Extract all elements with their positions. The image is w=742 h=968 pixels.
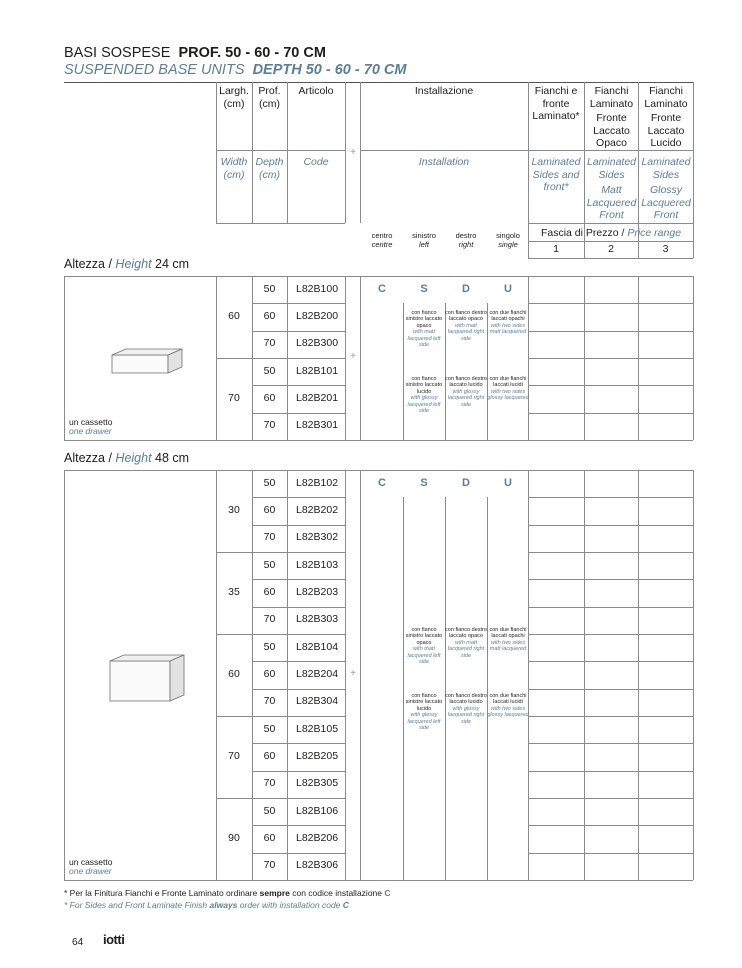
width-value: 60	[228, 309, 240, 322]
depth-value: 70	[263, 695, 276, 708]
price-col-3: 3	[662, 243, 669, 255]
depth-value: 60	[263, 749, 276, 762]
width-value: 35	[228, 585, 240, 598]
header-install-en: Installation	[418, 156, 470, 168]
header-col2-b: Fronte Laccato Opaco	[593, 112, 630, 149]
article-code: L82B105	[296, 722, 339, 735]
install-c: C	[378, 476, 386, 489]
article-code: L82B104	[296, 640, 339, 653]
header-col2-en-a: Laminated Sides	[586, 156, 637, 181]
footnote-it: * Per la Finitura Fianchi e Fronte Laminato ordinare sempre con codice installazione C	[64, 888, 391, 898]
article-code: L82B303	[296, 613, 339, 626]
header-plus: +	[350, 147, 356, 158]
depth-value: 50	[263, 476, 276, 489]
section1-heading: Altezza / Height 24 cm	[64, 257, 190, 271]
desc-d-matt: con fianco destro laccato opaco with matt lacquered right side	[445, 626, 487, 659]
header-code: Articolo	[298, 85, 334, 97]
drawer-caption: un cassetto one drawer	[69, 856, 113, 877]
article-code: L82B206	[296, 831, 339, 844]
drawer-unit-image	[85, 339, 195, 377]
header-code-en: Code	[303, 156, 329, 168]
label-singolo: singolo single	[496, 231, 520, 249]
depth-value: 70	[263, 777, 276, 790]
article-code: L82B302	[296, 531, 339, 544]
width-value: 60	[228, 667, 240, 680]
depth-value: 60	[263, 667, 276, 680]
article-code: L82B204	[296, 667, 339, 680]
label-centro: centro centre	[371, 231, 393, 249]
page-number: 64	[72, 937, 84, 948]
label-sinistro: sinistro left	[412, 231, 436, 249]
depth-value: 70	[263, 337, 276, 350]
desc-u-matt: con due fianchi laccati opachi with two sides matt lacquered	[489, 309, 527, 336]
page-subtitle: SUSPENDED BASE UNITS DEPTH 50 - 60 - 70 CM	[64, 62, 407, 78]
install-s: S	[420, 476, 428, 489]
depth-value: 70	[263, 419, 276, 432]
install-s: S	[420, 282, 428, 295]
article-code: L82B102	[296, 476, 339, 489]
depth-value: 70	[263, 613, 276, 626]
install-plus: +	[350, 667, 356, 679]
depth-value: 60	[263, 585, 276, 598]
article-code: L82B202	[296, 503, 339, 516]
header-width: Largh. (cm)	[219, 85, 249, 110]
section2-heading: Altezza / Height 48 cm	[64, 451, 190, 465]
header-width-en: Width (cm)	[220, 156, 248, 181]
width-value: 90	[228, 831, 240, 844]
depth-value: 70	[263, 531, 276, 544]
article-code: L82B101	[296, 364, 339, 377]
depth-value: 60	[263, 831, 276, 844]
depth-value: 50	[263, 282, 276, 295]
depth-value: 50	[263, 722, 276, 735]
header-col3-en-b: Glossy Lacquered Front	[641, 184, 691, 221]
header-col1-en: Laminated Sides and front*	[531, 156, 581, 193]
drawer-unit-image	[85, 645, 195, 705]
desc-d-matt: con fianco destro laccato opaco with matt lacquered right side	[445, 309, 487, 342]
desc-d-gloss: con fianco destro laccato lucido with glossy lacquered right side	[445, 375, 487, 408]
footnote-en: * For Sides and Front Laminate Finish always order with installation code C	[64, 900, 349, 910]
label-destro: destro right	[455, 231, 477, 249]
depth-value: 50	[263, 364, 276, 377]
desc-s-matt: con fianco sinistro laccato opaco with matt lacquered left side	[405, 309, 443, 349]
article-code: L82B200	[296, 309, 339, 322]
price-col-2: 2	[608, 243, 614, 255]
desc-d-gloss: con fianco destro laccato lucido with glossy lacquered right side	[445, 692, 487, 725]
header-col3-en-a: Laminated Sides	[641, 156, 691, 181]
article-code: L82B306	[296, 859, 339, 872]
install-u: U	[504, 476, 512, 489]
depth-value: 60	[263, 309, 276, 322]
desc-u-gloss: con due fianchi laccati lucidi with two sides glossy lacquered	[487, 692, 529, 719]
desc-s-gloss: con fianco sinistro laccato lucido with glossy lacquered left side	[405, 375, 443, 415]
desc-u-matt: con due fianchi laccati opachi with two sides matt lacquered	[489, 626, 527, 653]
brand-logo: iotti	[103, 932, 125, 947]
article-code: L82B203	[296, 585, 339, 598]
header-depth-en: Depth (cm)	[255, 156, 284, 181]
header-col3-b: Fronte Laccato Lucido	[647, 112, 685, 149]
article-code: L82B100	[296, 282, 339, 295]
install-d: D	[462, 282, 470, 295]
article-code: L82B205	[296, 749, 339, 762]
width-value: 30	[228, 503, 240, 516]
header-col3-a: Fianchi Laminato	[644, 85, 688, 110]
width-value: 70	[228, 391, 240, 404]
article-code: L82B201	[296, 391, 339, 404]
install-u: U	[504, 282, 512, 295]
desc-u-gloss: con due fianchi laccati lucidi with two sides glossy lacquered	[487, 375, 529, 402]
depth-value: 50	[263, 640, 276, 653]
depth-value: 70	[263, 859, 276, 872]
depth-value: 60	[263, 503, 276, 516]
article-code: L82B103	[296, 558, 339, 571]
price-col-1: 1	[553, 243, 559, 255]
article-code: L82B304	[296, 695, 339, 708]
depth-value: 60	[263, 391, 276, 404]
header-col2-a: Fianchi Laminato	[589, 85, 634, 110]
install-plus: +	[350, 350, 356, 362]
install-d: D	[462, 476, 470, 489]
width-value: 70	[228, 749, 240, 762]
header-col1: Fianchi e fronte Laminato*	[532, 85, 580, 122]
install-c: C	[378, 282, 386, 295]
header-install: Installazione	[414, 85, 474, 97]
article-code: L82B300	[296, 337, 339, 350]
article-code: L82B106	[296, 804, 339, 817]
price-range-label: Fascia di Prezzo / Price range	[540, 227, 682, 239]
article-code: L82B305	[296, 777, 339, 790]
header-col2-en-b: Matt Lacquered Front	[586, 184, 637, 221]
drawer-caption: un cassetto one drawer	[69, 416, 113, 437]
depth-value: 50	[263, 558, 276, 571]
desc-s-matt: con fianco sinistro laccato opaco with matt lacquered left side	[405, 626, 443, 665]
article-code: L82B301	[296, 419, 339, 432]
page-title: BASI SOSPESE PROF. 50 - 60 - 70 CM	[64, 45, 326, 61]
desc-s-gloss: con fianco sinistro laccato lucido with glossy lacquered left side	[405, 692, 443, 731]
depth-value: 50	[263, 804, 276, 817]
header-depth: Prof. (cm)	[258, 85, 281, 110]
